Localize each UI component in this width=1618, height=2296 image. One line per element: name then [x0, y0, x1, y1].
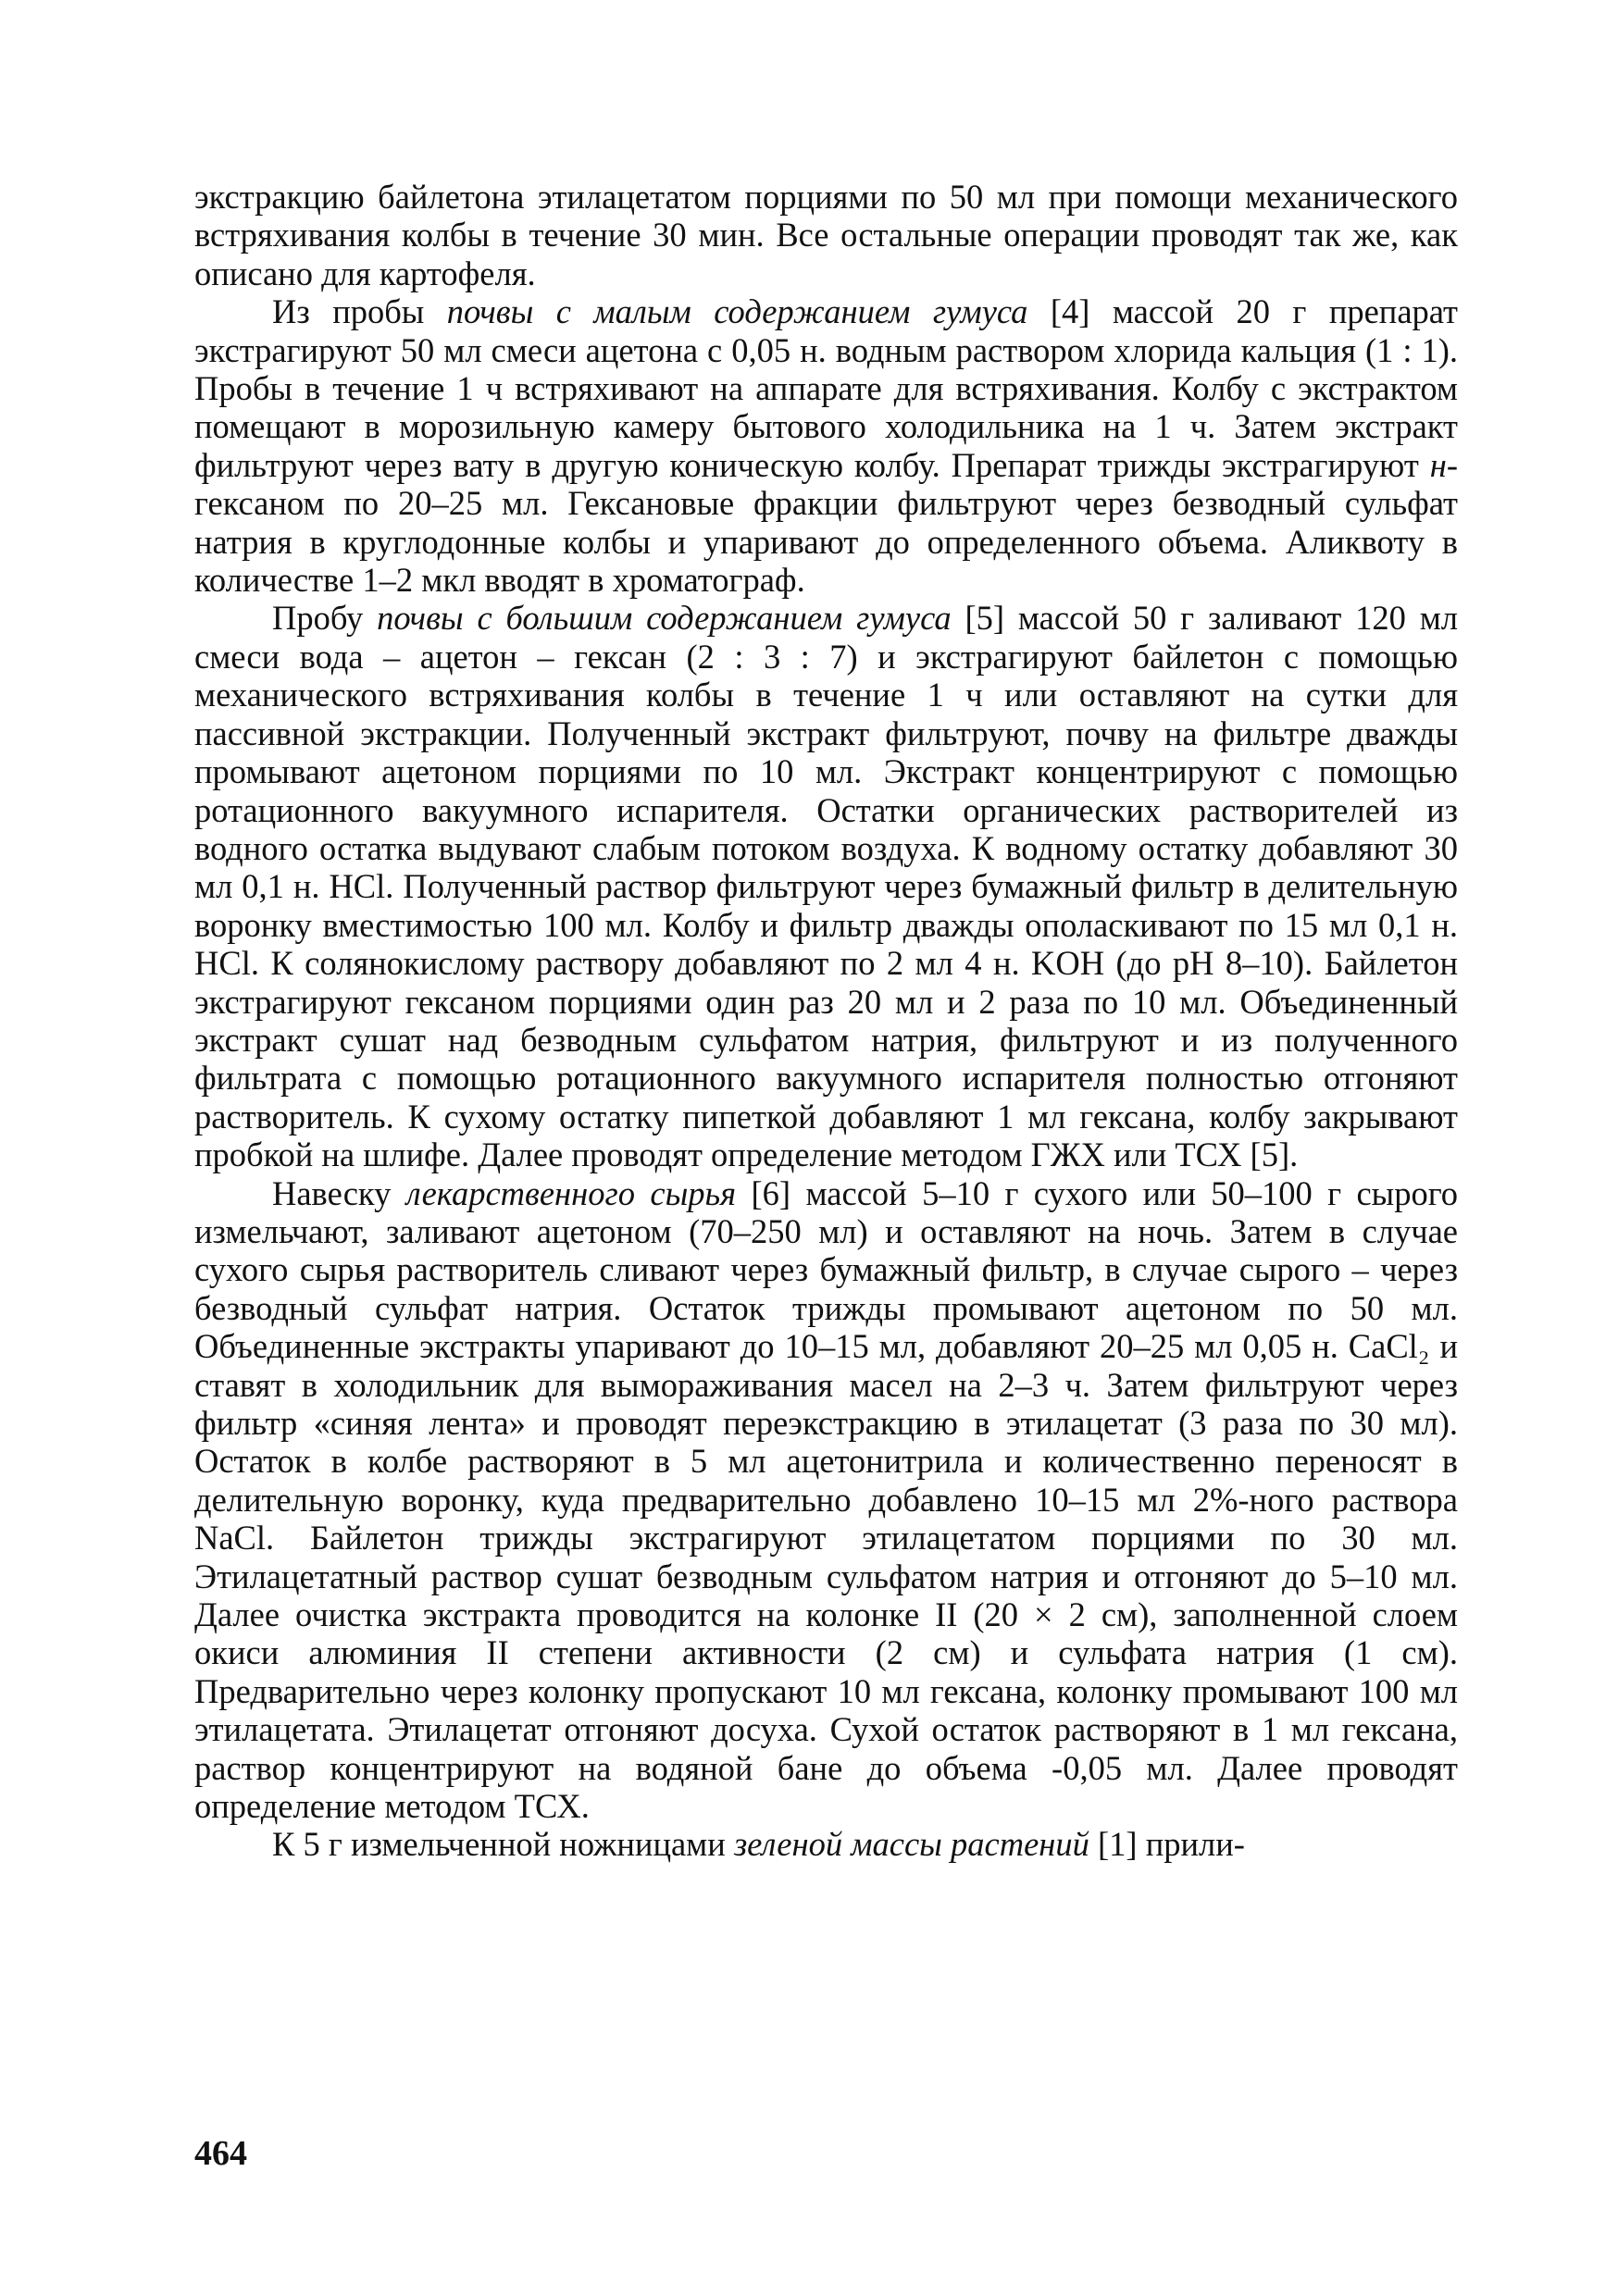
text-segment: [4] массой 20 г препарат экстрагируют 50 мл смеси ацетона с 0,05 н. водным раствором хлорида кальция (1 : 1). Пробы в течение 1 ч встряхивают на аппарате для встряхивания. Колбу с экстрактом помещают в морозильную камеру бытового холодильника на 1 ч. Затем экстракт фильтруют через вату в другую коническую колбу. Препарат трижды экстрагируют [194, 292, 1458, 484]
text-segment: К 5 г измельченной ножницами [272, 1825, 734, 1864]
italic-text: н [1429, 445, 1447, 484]
text-segment: [5] массой 50 г заливают 120 мл смеси вода – ацетон – гексан (2 : 3 : 7) и экстрагируют байлетон с помощью механического встряхивания колбы в течение 1 ч или оставляют на сутки для пассивной экстракции. Полученный экстракт фильтруют, почву на фильтре дважды промывают ацетоном порциями по 10 мл. Экстракт концентрируют с помощью ротационного вакуумного испарителя. Остатки органических растворителей из водного остатка выдувают слабым потоком воздуха. К водному остатку добавляют 30 мл 0,1 н. HCl. Полученный раствор фильтруют через бумажный фильтр в делительную воронку вместимостью 100 мл. Колбу и фильтр дважды ополаскивают по 15 мл 0,1 н. HCl. К солянокислому раствору добавляют по 2 мл 4 н. KOH (до pH 8–10). Байлетон экстрагируют гексаном порциями один раз 20 мл и 2 раза по 10 мл. Объединенный экстракт сушат над безводным сульфатом натрия, фильтруют и из полученного фильтрата с помощью ротационного вакуумного испарителя полностью отгоняют растворитель. К сухому остатку пипеткой добавляют 1 мл гексана, колбу закрывают пробкой на шлифе. Далее проводят определение методом ГЖХ или ТСХ [5]. [194, 599, 1459, 1174]
text-segment: Навеску [272, 1173, 406, 1212]
italic-text: лекарственного сырья [405, 1173, 737, 1212]
italic-text: почвы с большим содержанием гумуса [377, 599, 952, 638]
paragraph [194, 1174, 1458, 1826]
italic-text: почвы с малым содержанием гумуса [446, 292, 1028, 331]
text-segment: Пробу [272, 599, 378, 638]
body-text [194, 178, 1458, 1864]
text-segment: Из пробы [272, 292, 447, 331]
paragraph [194, 599, 1458, 1173]
text-segment: [6] массой 5–10 г сухого или 50–100 г сырого измельчают, заливают ацетоном (70–250 мл) и оставляют на ночь. Затем в случае сухого сырья растворитель сливают через бумажный фильтр, в случае сырого – через безводный сульфат натрия. Остаток трижды промывают ацетоном по 50 мл. Объединенные экстракты упаривают до 10–15 мл, добавляют 20–25 мл 0,05 н. CaCl₂ и ставят в холодильник для вымораживания масел на 2–3 ч. Затем фильтруют через фильтр «синяя лента» и проводят переэкстракцию в этилацетат (3 раза по 30 мл). Остаток в колбе растворяют в 5 мл ацетонитрила и количественно переносят в делительную воронку, куда предварительно добавлено 10–15 мл 2%-ного раствора NaCl. Байлетон трижды экстрагируют этилацетатом порциями по 30 мл. Этилацетатный раствор сушат безводным сульфатом натрия и отгоняют до 5–10 мл. Далее очистка экстракта проводится на колонке II (20 × 2 см), заполненной слоем окиси алюминия II степени активности (2 см) и сульфата натрия (1 см). Предварительно через колонку пропускают 10 мл гексана, колонку промывают 100 мл этилацетата. Этилацетат отгоняют досуха. Сухой остаток растворяют в 1 мл гексана, раствор концентрируют на водяной бане до объема -0,05 мл. Далее проводят определение методом ТСХ. [194, 1173, 1459, 1826]
paragraph [194, 178, 1458, 292]
italic-text: зеленой массы растений [733, 1825, 1089, 1864]
text-segment: -гексаном по 20–25 мл. Гексановые фракции фильтруют через безводный сульфат натрия в круглодонные колбы и упаривают до определенного объема. Аликвоту в количестве 1–2 мкл вводят в хроматограф. [194, 445, 1458, 600]
text-segment: [1] прили- [1089, 1825, 1245, 1864]
page-number: 464 [194, 2134, 247, 2173]
paragraph [194, 1825, 1458, 1863]
paragraph [194, 292, 1458, 599]
text-segment: экстракцию байлетона этилацетатом порциями по 50 мл при помощи механического встряхивания колбы в течение 30 мин. Все остальные операции проводят так же, как описано для картофеля. [194, 178, 1458, 292]
